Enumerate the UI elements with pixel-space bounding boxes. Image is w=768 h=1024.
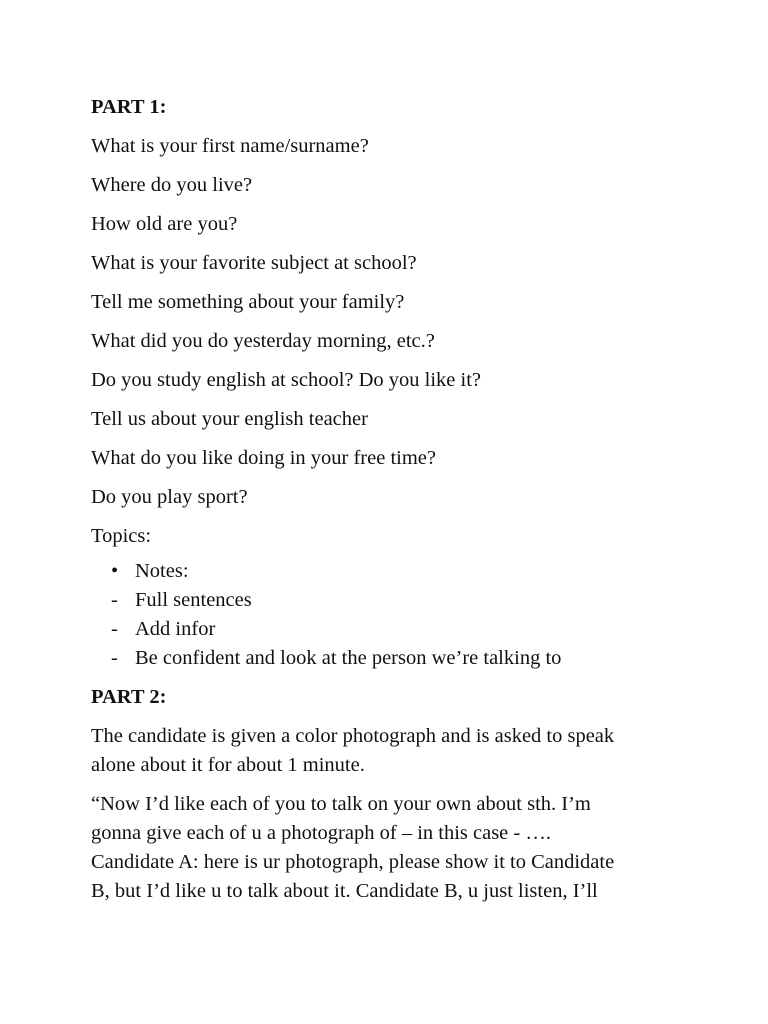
list-item bbox=[91, 615, 691, 644]
dash-marker: - bbox=[111, 589, 118, 611]
examiner-script bbox=[91, 790, 676, 906]
question-line: What do you like doing in your free time? bbox=[91, 447, 436, 469]
question-line: Where do you live? bbox=[91, 174, 253, 196]
list-item-text: Notes: bbox=[135, 560, 189, 582]
list-item-text: Add infor bbox=[135, 618, 216, 640]
topics-label: Topics: bbox=[91, 525, 152, 547]
question-line: How old are you? bbox=[91, 213, 238, 235]
list-item bbox=[91, 586, 691, 615]
question-line: What is your favorite subject at school? bbox=[91, 252, 417, 274]
question-line: Do you study english at school? Do you like it? bbox=[91, 369, 482, 391]
paragraph-line: gonna give each of u a photograph of – in this case - …. bbox=[91, 822, 551, 844]
paragraph-line: alone about it for about 1 minute. bbox=[91, 754, 365, 776]
list-item bbox=[91, 644, 691, 673]
question-line: Tell us about your english teacher bbox=[91, 408, 368, 430]
question-line: What did you do yesterday morning, etc.? bbox=[91, 330, 435, 352]
list-item-text: Be confident and look at the person we’re talking to bbox=[135, 647, 562, 669]
question-line: Do you play sport? bbox=[91, 486, 248, 508]
dash-marker: - bbox=[111, 647, 118, 669]
part2-description bbox=[91, 722, 676, 780]
question-line: What is your first name/surname? bbox=[91, 135, 369, 157]
list-item bbox=[91, 557, 691, 586]
notes-list bbox=[91, 557, 691, 673]
part2-heading: PART 2: bbox=[91, 686, 167, 708]
list-item-text: Full sentences bbox=[135, 589, 252, 611]
dash-marker: - bbox=[111, 618, 118, 640]
bullet-marker: • bbox=[111, 560, 119, 582]
document-page bbox=[91, 93, 691, 916]
paragraph-line: Candidate A: here is ur photograph, please show it to Candidate bbox=[91, 851, 615, 873]
question-line: Tell me something about your family? bbox=[91, 291, 405, 313]
paragraph-line: “Now I’d like each of you to talk on your own about sth. I’m bbox=[91, 793, 591, 815]
part1-heading: PART 1: bbox=[91, 96, 167, 118]
paragraph-line: The candidate is given a color photograph and is asked to speak bbox=[91, 725, 615, 747]
paragraph-line: B, but I’d like u to talk about it. Candidate B, u just listen, I’ll bbox=[91, 880, 598, 902]
